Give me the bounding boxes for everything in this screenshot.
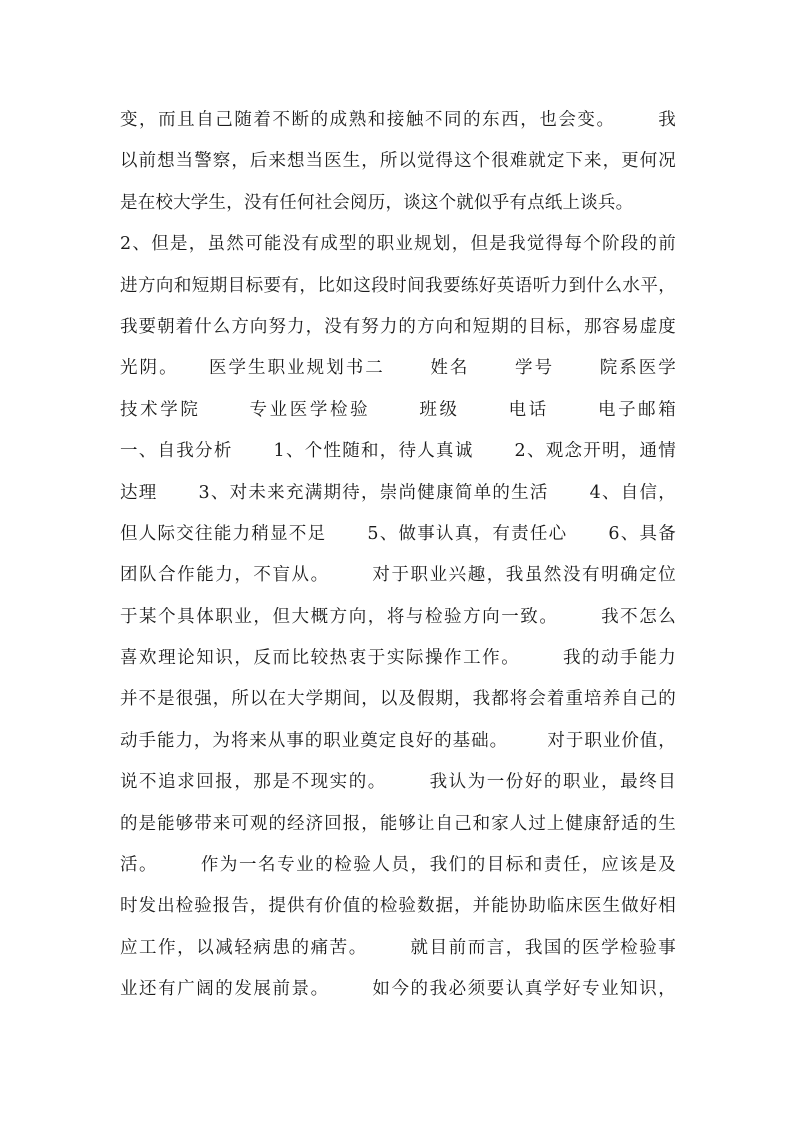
text-line-6: 我要朝着什么方向努力，没有努力的方向和短期的目标，那容易虚度 — [120, 316, 676, 337]
text-line-19: 活。 作为一名专业的检验人员，我们的目标和责任，应该是及 — [120, 855, 676, 876]
text-line-3: 是在校大学生，没有任何社会阅历，谈这个就似乎有点纸上谈兵。 — [120, 192, 634, 213]
text-line-4: 2、但是，虽然可能没有成型的职业规划，但是我觉得每个阶段的前 — [120, 234, 676, 255]
text-line-21: 应工作，以减轻病患的痛苦。 就目前而言，我国的医学检验事 — [120, 937, 676, 958]
text-line-12: 团队合作能力，不盲从。 对于职业兴趣，我虽然没有明确定位 — [120, 565, 676, 586]
body-text — [120, 100, 676, 1011]
text-line-14: 喜欢理论知识，反而比较热衷于实际操作工作。 我的动手能力 — [120, 648, 676, 669]
text-line-10: 达理 3、对未来充满期待，崇尚健康简单的生活 4、自信， — [120, 482, 676, 503]
text-line-16: 动手能力，为将来从事的职业奠定良好的基础。 对于职业价值， — [120, 730, 676, 751]
text-line-22: 业还有广阔的发展前景。 如今的我必须要认真学好专业知识， — [120, 979, 676, 1000]
text-line-9: 一、自我分析 1、个性随和，待人真诚 2、观念开明，通情 — [120, 441, 676, 462]
text-line-15: 并不是很强，所以在大学期间，以及假期，我都将会着重培养自己的 — [120, 689, 676, 710]
text-line-18: 的是能够带来可观的经济回报，能够让自己和家人过上健康舒适的生 — [120, 813, 676, 834]
text-line-5: 进方向和短期目标要有，比如这段时间我要练好英语听力到什么水平， — [120, 275, 676, 296]
text-line-8: 技术学院 专业医学检验 班级 电话 电子邮箱 — [120, 399, 676, 420]
text-line-13: 于某个具体职业，但大概方向，将与检验方向一致。 我不怎么 — [120, 606, 676, 627]
text-line-7: 光阴。 医学生职业规划书二 姓名 学号 院系医学 — [120, 358, 676, 379]
text-line-20: 时发出检验报告，提供有价值的检验数据，并能协助临床医生做好相 — [120, 896, 676, 917]
text-line-11: 但人际交往能力稍显不足 5、做事认真，有责任心 6、具备 — [120, 523, 676, 544]
text-line-17: 说不追求回报，那是不现实的。 我认为一份好的职业，最终目 — [120, 772, 676, 793]
text-line-2: 以前想当警察，后来想当医生，所以觉得这个很难就定下来，更何况 — [120, 151, 676, 172]
text-line-1: 变，而且自己随着不断的成熟和接触不同的东西，也会变。 我 — [120, 110, 676, 130]
